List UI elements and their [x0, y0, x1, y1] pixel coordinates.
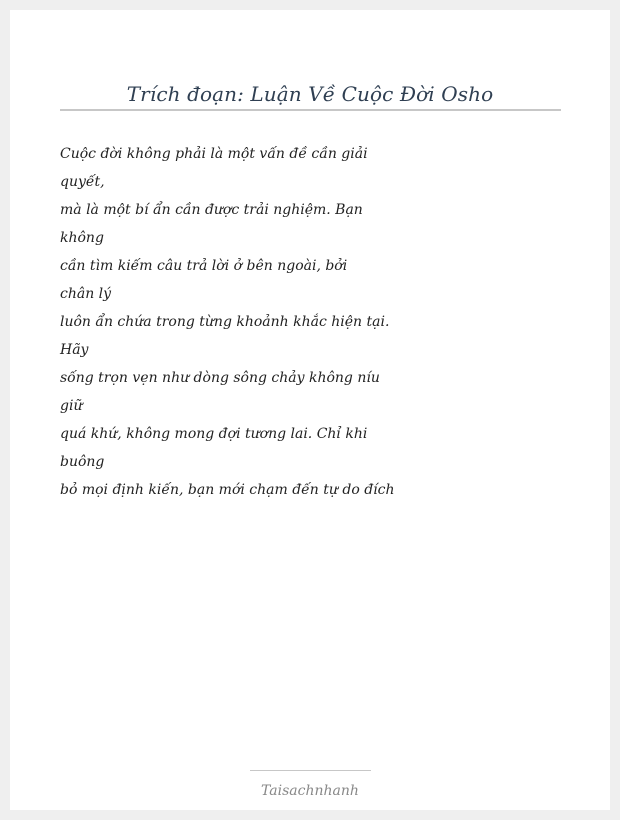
text-line: không: [60, 230, 104, 246]
text-line: chân lý: [60, 286, 112, 302]
text-line: Cuộc đời không phải là một vấn đề cần giải: [60, 146, 368, 162]
title-divider: [60, 109, 561, 111]
text-line: Hãy: [60, 342, 89, 358]
text-line: cần tìm kiếm câu trả lời ở bên ngoài, bởi: [60, 258, 348, 274]
document-title: Trích đoạn: Luận Về Cuộc Đời Osho: [126, 82, 494, 106]
text-line: bỏ mọi định kiến, bạn mới chạm đến tự do đích: [60, 482, 395, 498]
footer-source: Taisachnhanh: [261, 783, 359, 799]
text-line: giữ: [60, 398, 83, 414]
text-line: buông: [60, 454, 105, 470]
text-line: sống trọn vẹn như dòng sông chảy không níu: [60, 370, 380, 386]
text-line: mà là một bí ẩn cần được trải nghiệm. Bạn: [60, 202, 363, 218]
document-body: [60, 140, 395, 504]
text-line: quá khứ, không mong đợi tương lai. Chỉ khi: [60, 426, 368, 442]
footer-divider: [250, 770, 371, 771]
text-line: luôn ẩn chứa trong từng khoảnh khắc hiện tại.: [60, 314, 390, 330]
text-line: quyết,: [60, 174, 105, 190]
document-page: [10, 10, 610, 810]
